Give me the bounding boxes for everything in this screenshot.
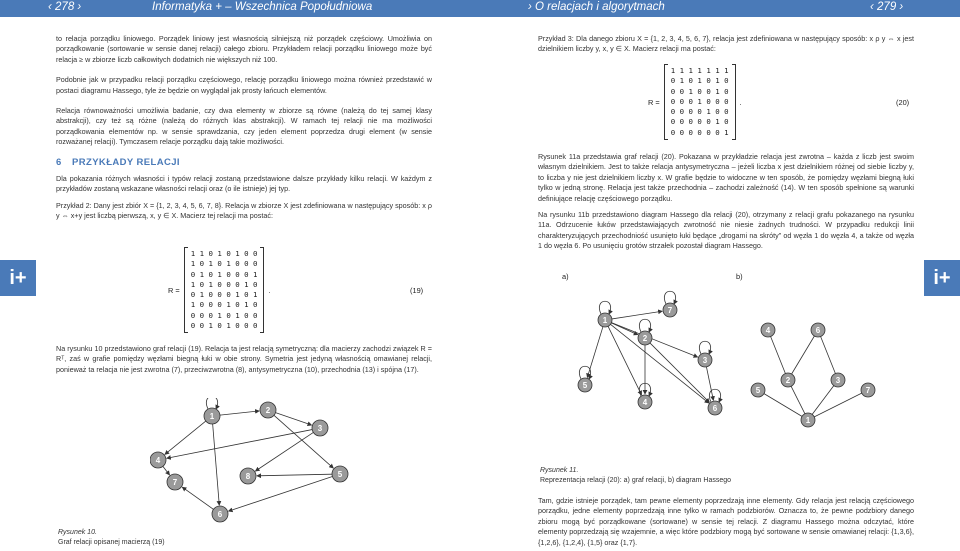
graph-edge <box>611 323 637 335</box>
matrix-bracket-right <box>732 64 736 140</box>
graph-edge <box>771 336 786 373</box>
node-label: 7 <box>865 386 871 395</box>
graph-node <box>578 378 592 392</box>
node-label: 5 <box>582 381 588 390</box>
matrix-row: 1 0 0 0 1 0 1 0 <box>190 300 258 310</box>
graph-node <box>332 466 348 482</box>
node-label: 6 <box>217 510 223 519</box>
right-page-lower <box>538 496 914 551</box>
graph-node <box>212 506 228 522</box>
graph-loop <box>709 389 720 402</box>
graph-node <box>801 413 815 427</box>
right-running-title: › O relacjach i algorytmach <box>528 1 665 13</box>
graph-edge <box>812 386 834 415</box>
figure-10-caption <box>58 528 165 548</box>
figure-10-graph <box>150 398 410 548</box>
graph-node <box>663 303 677 317</box>
graph-node <box>861 383 875 397</box>
graph-node <box>598 313 612 327</box>
graph-edge <box>276 413 312 425</box>
header-bar <box>0 0 960 17</box>
graph-loop <box>639 319 650 332</box>
left-page-lower <box>56 344 432 381</box>
graph-edge <box>706 367 713 400</box>
matrix-row: 1 1 1 1 1 1 1 <box>670 66 729 75</box>
node-label: 1 <box>602 316 608 325</box>
graph-edge <box>255 432 313 471</box>
graph-node <box>260 402 276 418</box>
node-label: 2 <box>265 406 271 415</box>
caption-text: Graf relacji opisanej macierzą (19) <box>58 539 165 546</box>
graph-node <box>811 323 825 337</box>
graph-edge <box>814 393 861 417</box>
node-label: 6 <box>815 326 821 335</box>
matrix-row: 0 1 0 0 0 1 0 1 <box>190 290 258 300</box>
node-label: 2 <box>785 376 791 385</box>
graph-node <box>638 395 652 409</box>
left-running-title: Informatyka + – Wszechnica Popołudniowa <box>152 1 373 13</box>
paragraph: Tam, gdzie istnieje porządek, tam pewne elementy poprzedzają inne elementy. Gdy relacja jest relacją częściowego porządku, jedne elementy poprzedzają inne tylko w ramach podzbiorów. Oznacza to, że pewne podzbiory danego zbioru mogą być porządkowane (sortowane) w sensie tej relacji. Z diagramu Hassego można odczytać, które elementy poprzedzają się wzajemnie, a więc które podzbiory mogą być sortowane w sensie omawianej relacji: {1,3,6}, {1,2,6}, {1,2,4}, {1,5} oraz {1,7}. <box>538 496 914 547</box>
graph-node <box>831 373 845 387</box>
paragraph: Na rysunku 10 przedstawiono graf relacji (19). Relacja ta jest relacją symetryczną: dla macierzy zachodzi związek R = Rᵀ, zaś w grafie pomiędzy węzłami biegną łuki w obie strony. Symetria jest jedyną własnością omawianej relacji, ponieważ ta relacja nie jest zwrotna (7), przeciwzwrotna (8), antysymetryczna (10), przechodnia (13) i spójna (17). <box>56 344 432 374</box>
right-page-number: ‹ 279 › <box>870 1 904 13</box>
graph-edge <box>213 424 220 505</box>
matrix-row: 0 0 0 0 1 0 0 <box>670 107 729 117</box>
graph-node <box>708 401 722 415</box>
matrix-body <box>668 64 732 140</box>
paragraph: Przykład 2: Dany jest zbiór X = {1, 2, 3, 4, 5, 6, 7, 8}. Relacja w zbiorze X jest zdefiniowana w następujący sposób: x ρ y ⇔ x+y jest liczbą pierwszą, x, y ∈ X. Macierz tej relacji ma postać: <box>56 200 432 221</box>
equation-number: (19) <box>410 286 424 295</box>
node-label: 4 <box>155 456 161 465</box>
node-label: 3 <box>317 424 323 433</box>
graph-loop <box>664 291 675 304</box>
matrix-row: 1 0 1 0 0 0 1 0 <box>190 279 258 289</box>
graph-node <box>638 331 652 345</box>
node-label: 3 <box>702 356 708 365</box>
graph-node <box>781 373 795 387</box>
figure-11-caption <box>540 466 731 486</box>
matrix-row: 1 1 0 1 0 1 0 0 <box>190 249 258 258</box>
matrix-row: 0 0 0 1 0 1 0 0 <box>190 310 258 320</box>
section-number: 6 <box>56 156 62 168</box>
right-page <box>538 34 914 61</box>
matrix-body <box>188 247 261 333</box>
graph-node <box>167 474 183 490</box>
node-label: 5 <box>755 386 761 395</box>
matrix-row: 0 0 1 0 1 0 0 0 <box>190 321 258 331</box>
node-label: 4 <box>765 326 771 335</box>
matrix-20: R = 1 1 1 1 1 1 1 0 1 0 1 0 1 0 0 0 1 0 0 1 0 0 0 0 1 0 0 0 0 0 0 0 1 0 0 0 0 0 0 0 1 0 0 0 0 0 0 0 1 . <box>648 64 742 140</box>
side-logo-left: i+ <box>0 260 36 296</box>
figure-label-a: a) <box>562 272 569 281</box>
node-label: 6 <box>712 404 718 413</box>
node-label: 8 <box>245 472 251 481</box>
section-heading <box>56 158 432 168</box>
graph-node <box>312 420 328 436</box>
caption-text: Reprezentacja relacji (20): a) graf relacji, b) diagram Hassego <box>540 477 732 484</box>
paragraph: Relacja równoważności umożliwia badanie, czy dwa elementy w zbiorze są równe (należą do tej samej klasy abstrakcji), czy też są różne (należą do różnych klas abstrakcji). W ramach tej relacji nie ma możliwości porządkowania elementów np. w sensie sprawdzania, czy jeden element poprzedza drugi element (w sensie rozważanej relacji). Tymczasem relacje porządku dają takie możliwości. <box>56 106 432 147</box>
graph-node <box>698 353 712 367</box>
graph-loop <box>206 398 217 409</box>
node-label: 5 <box>337 470 343 479</box>
graph-node <box>204 408 220 424</box>
paragraph: Na rysunku 11b przedstawiono diagram Hassego dla relacji (20), otrzymany z relacji grafu pokazanego na rysunku 11a. Odrzucenie łuków przedstawiających zwrotność nie niesie żadnych trudności. W przypadku redukcji linii charakteryzujących przechodniość usunięto łuki będące „drogami na skróty” od węzła 1 do węzła 4, a także od węzła 1 do węzła 6. Po usunięciu grotów strzałek pozostał diagram Hassego. <box>538 210 914 251</box>
matrix-label: R = <box>168 285 180 295</box>
matrix-row: 0 0 0 0 0 0 1 <box>670 127 729 137</box>
node-label: 4 <box>642 398 648 407</box>
right-page-middle <box>538 152 914 258</box>
matrix-row: 0 1 0 1 0 1 0 <box>670 76 729 86</box>
figure-label-b: b) <box>736 272 743 281</box>
node-label: 3 <box>835 376 841 385</box>
paragraph: Rysunek 11a przedstawia graf relacji (20). Pokazana w przykładzie relacja jest zwrotna – każda z liczb jest swoim własnym dzielnikiem. Jest to także relacja antysymetryczna – jeżeli liczba x jest dzielnikiem różnej od siebie liczby y, to liczba y nie jest dzielnikiem liczby x. W grafie będzie to widoczne w ten sposób, że pomiędzy węzłami biegną łuki tylko w jedną stronę. Relacja jest także przechodnia – zachodzi zależność (14). W ten sposób spełnione są warunki definiujące relację częściowego porządku. <box>538 152 914 203</box>
caption-title: Rysunek 10. <box>58 529 97 536</box>
graph-edge <box>163 466 170 475</box>
caption-title: Rysunek 11. <box>540 467 579 474</box>
graph-loop <box>699 341 710 354</box>
matrix-label: R = <box>648 97 660 107</box>
graph-edge <box>612 311 662 319</box>
graph-edge <box>165 421 206 454</box>
node-label: 7 <box>667 306 673 315</box>
node-label: 7 <box>172 478 178 487</box>
graph-node <box>751 383 765 397</box>
graph-edge <box>220 411 259 415</box>
graph-edge <box>587 327 603 378</box>
figure-11a-graph <box>565 290 745 440</box>
graph-edge <box>167 430 312 459</box>
paragraph: Podobnie jak w przypadku relacji porządku częściowego, relację porządku liniowego można również przedstawić w postaci diagramu Hassego, tyle że będzie on wyglądał jak prosty łańcuch elementów. <box>56 75 432 95</box>
graph-edge <box>610 324 708 403</box>
graph-edge <box>611 323 697 357</box>
paragraph: Dla pokazania różnych własności i typów relacji zostaną przedstawione dalsze przykłady kilku relacji. W każdym z przykładów zostaną wskazane własności relacji oraz (o ile istnieje) jej typ. <box>56 174 432 194</box>
graph-edge <box>821 336 836 373</box>
left-page <box>56 34 432 228</box>
node-label: 1 <box>805 416 811 425</box>
graph-edge <box>608 326 641 395</box>
matrix-row: 0 0 0 0 0 1 0 <box>670 117 729 127</box>
side-logo-right: i+ <box>924 260 960 296</box>
graph-edge <box>257 474 332 476</box>
matrix-bracket-right <box>260 247 264 333</box>
node-label: 1 <box>209 412 215 421</box>
matrix-row: 0 0 0 1 0 0 0 <box>670 96 729 106</box>
matrix-row: 0 0 1 0 0 1 0 <box>670 86 729 96</box>
figure-11b-hasse <box>748 290 898 440</box>
matrix-19: R = 1 1 0 1 0 1 0 0 1 0 1 0 1 0 0 0 0 1 0 1 0 0 0 1 1 0 1 0 0 0 1 0 0 1 0 0 0 1 0 1 1 0 0 0 1 0 1 0 0 0 0 1 0 1 0 0 0 0 1 0 1 0 0 0 . <box>168 247 271 333</box>
paragraph: to relacja porządku liniowego. Porządek liniowy jest własnością silniejszą niż porządek częściowy. Umożliwia on porządkowanie (sortowanie w sensie danej relacji) całego zbioru. Przykładem relacji porządku liniowego może być relacja ≥ w zbiorze liczb całkowitych dodatnich nie większych niż 100. <box>56 34 432 64</box>
node-label: 2 <box>642 334 648 343</box>
left-page-number: ‹ 278 › <box>48 1 82 13</box>
graph-node <box>150 452 166 468</box>
graph-node <box>240 468 256 484</box>
graph-edge <box>182 487 213 509</box>
graph-edge <box>792 336 815 374</box>
matrix-row: 0 1 0 1 0 0 0 1 <box>190 269 258 279</box>
graph-edge <box>791 386 805 413</box>
section-title: PRZYKŁADY RELACJI <box>72 156 180 168</box>
graph-loop <box>599 301 610 314</box>
equation-number: (20) <box>896 98 910 107</box>
paragraph: Przykład 3: Dla danego zbioru X = {1, 2, 3, 4, 5, 6, 7}, relacja jest zdefiniowana w następujący sposób: x ρ y ⇔ x jest dzielnikiem liczby y, x, y ∈ X. Macierz relacji ma postać: <box>538 34 914 54</box>
graph-node <box>761 323 775 337</box>
matrix-row: 1 0 1 0 1 0 0 0 <box>190 259 258 269</box>
